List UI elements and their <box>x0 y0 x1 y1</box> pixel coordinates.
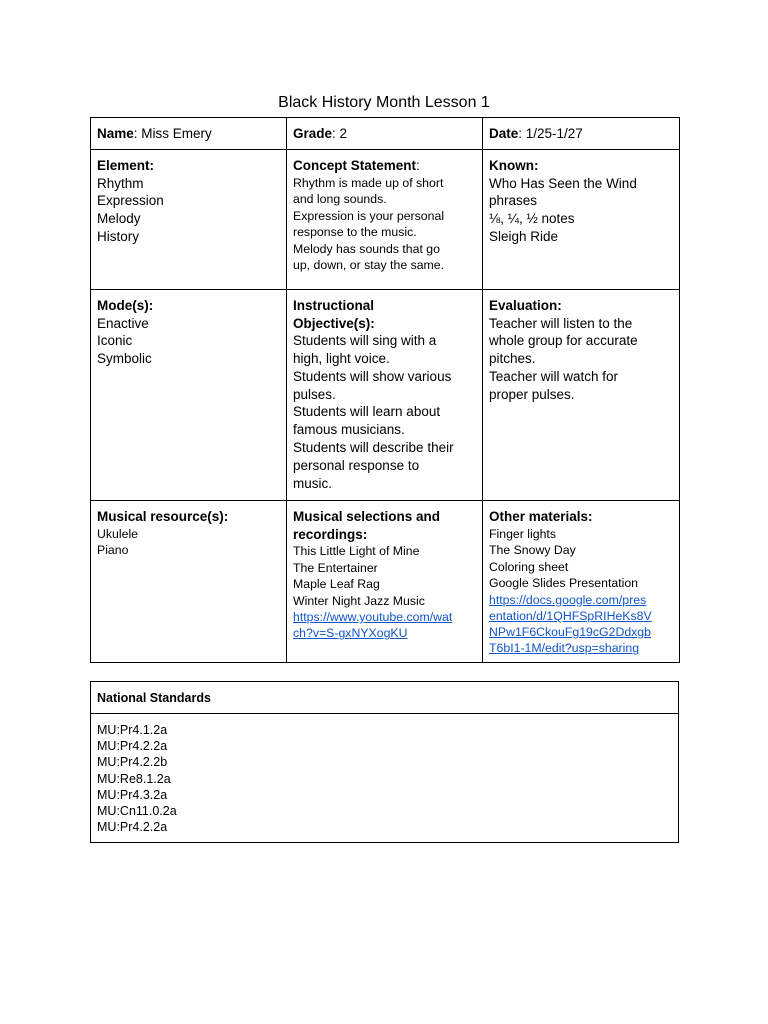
concept-line: up, down, or stay the same. <box>293 258 445 273</box>
element-list <box>97 175 280 246</box>
concept-line: Rhythm is made up of short <box>293 175 444 190</box>
standard-item: MU:Pr4.2.2a <box>97 820 168 835</box>
objective-line: Students will sing with a <box>293 333 437 349</box>
evaluation-line: pitches. <box>489 351 536 367</box>
concept-line: Melody has sounds that go <box>293 241 440 256</box>
objective-line: pulses. <box>293 386 336 402</box>
standard-item: MU:Pr4.2.2b <box>97 755 168 770</box>
document-title: Black History Month Lesson 1 <box>278 94 490 111</box>
mode-item: Symbolic <box>97 351 152 367</box>
evaluation-cell <box>483 290 680 501</box>
youtube-link[interactable] <box>293 609 476 642</box>
name-cell <box>91 118 287 150</box>
objective-line: Students will describe their <box>293 439 454 455</box>
selection-item: The Entertainer <box>293 560 378 575</box>
resource-item: Piano <box>97 543 129 558</box>
concept-text <box>293 175 476 274</box>
resources-cell <box>91 501 287 663</box>
standards-body-cell <box>91 714 679 843</box>
element-item: Expression <box>97 193 164 209</box>
modes-cell <box>91 290 287 501</box>
national-standards-table <box>90 681 679 843</box>
known-line: Who Has Seen the Wind <box>489 175 637 191</box>
objective-line: high, light voice. <box>293 350 390 366</box>
standard-item: MU:Cn11.0.2a <box>97 804 177 819</box>
evaluation-text <box>489 315 673 404</box>
evaluation-heading: Evaluation: <box>489 298 562 313</box>
grade-value: : 2 <box>332 126 348 141</box>
known-line: phrases <box>489 193 538 209</box>
modes-list <box>97 315 280 368</box>
resource-item: Ukulele <box>97 526 139 541</box>
known-cell <box>483 150 680 290</box>
known-text <box>489 175 673 246</box>
element-item: Melody <box>97 211 141 227</box>
element-item: History <box>97 228 140 244</box>
selection-item: Winter Night Jazz Music <box>293 593 425 608</box>
standards-body-row <box>91 714 679 843</box>
grade-cell <box>287 118 483 150</box>
slides-link-line[interactable]: entation/d/1QHFSpRIHeKs8V <box>489 608 652 623</box>
date-label: Date <box>489 126 519 141</box>
materials-heading: Other materials: <box>489 509 593 524</box>
objective-line: music. <box>293 475 333 491</box>
standard-item: MU:Pr4.3.2a <box>97 787 168 802</box>
selection-item: Maple Leaf Rag <box>293 577 380 592</box>
material-item: Finger lights <box>489 526 556 541</box>
concept-line: and long sounds. <box>293 192 387 207</box>
slides-link-line[interactable]: NPw1F6CkouFg19cG2Ddxgb <box>489 625 651 640</box>
name-label: Name <box>97 126 134 141</box>
objectives-cell <box>287 290 483 501</box>
element-item: Rhythm <box>97 175 144 191</box>
selections-cell <box>287 501 483 663</box>
row-modes-objectives-evaluation <box>91 290 680 501</box>
row-element-concept-known <box>91 150 680 290</box>
date-value: : 1/25-1/27 <box>518 126 583 141</box>
selection-item: This Little Light of Mine <box>293 544 420 559</box>
youtube-link-line[interactable]: https://www.youtube.com/wat <box>293 610 453 625</box>
concept-line: Expression is your personal <box>293 208 445 223</box>
evaluation-line: Teacher will listen to the <box>489 315 633 331</box>
objective-line: Students will show various <box>293 368 452 384</box>
element-cell <box>91 150 287 290</box>
slides-link-line[interactable]: https://docs.google.com/pres <box>489 592 647 607</box>
slides-link[interactable] <box>489 592 673 657</box>
objective-line: personal response to <box>293 457 420 473</box>
selections-list <box>293 543 476 609</box>
youtube-link-line[interactable]: ch?v=S-gxNYXogKU <box>293 626 408 641</box>
standards-header-row <box>91 682 679 714</box>
evaluation-line: proper pulses. <box>489 386 575 402</box>
standards-heading-cell <box>91 682 679 714</box>
standard-item: MU:Pr4.1.2a <box>97 723 168 737</box>
lesson-plan-table <box>90 117 680 663</box>
resources-list <box>97 526 280 559</box>
selections-heading-line: Musical selections and <box>293 509 441 524</box>
objectives-heading <box>293 297 476 332</box>
slides-link-line[interactable]: T6bI1-1M/edit?usp=sharing <box>489 641 640 656</box>
concept-heading-colon: : <box>416 158 420 173</box>
objectives-heading-line: Objective(s): <box>293 315 375 331</box>
row-resources-selections-materials <box>91 501 680 663</box>
header-row <box>91 118 680 150</box>
objectives-text <box>293 332 476 492</box>
material-item: Google Slides Presentation <box>489 576 639 591</box>
name-value: : Miss Emery <box>133 126 212 141</box>
objectives-heading-line: Instructional <box>293 298 375 313</box>
concept-cell <box>287 150 483 290</box>
objective-line: famous musicians. <box>293 422 405 438</box>
mode-item: Enactive <box>97 315 149 331</box>
resources-heading: Musical resource(s): <box>97 509 229 524</box>
concept-heading-text: Concept Statement <box>293 158 417 173</box>
evaluation-line: Teacher will watch for <box>489 368 619 384</box>
material-item: Coloring sheet <box>489 559 569 574</box>
evaluation-line: whole group for accurate <box>489 333 638 349</box>
concept-line: response to the music. <box>293 225 417 240</box>
selections-heading-line: recordings: <box>293 526 368 542</box>
materials-cell <box>483 501 680 663</box>
known-heading: Known: <box>489 158 539 173</box>
materials-list <box>489 526 673 592</box>
material-item: The Snowy Day <box>489 543 576 558</box>
known-line: ⅛, ¼, ½ notes <box>489 211 575 227</box>
modes-heading: Mode(s): <box>97 298 154 313</box>
selections-heading <box>293 508 476 543</box>
mode-item: Iconic <box>97 333 133 349</box>
objective-line: Students will learn about <box>293 404 441 420</box>
grade-label: Grade <box>293 126 333 141</box>
standards-heading: National Standards <box>97 691 211 705</box>
standard-item: MU:Re8.1.2a <box>97 771 171 786</box>
standard-item: MU:Pr4.2.2a <box>97 739 168 754</box>
date-cell <box>483 118 680 150</box>
known-line: Sleigh Ride <box>489 228 559 244</box>
element-heading: Element: <box>97 158 155 173</box>
concept-heading <box>293 157 476 175</box>
